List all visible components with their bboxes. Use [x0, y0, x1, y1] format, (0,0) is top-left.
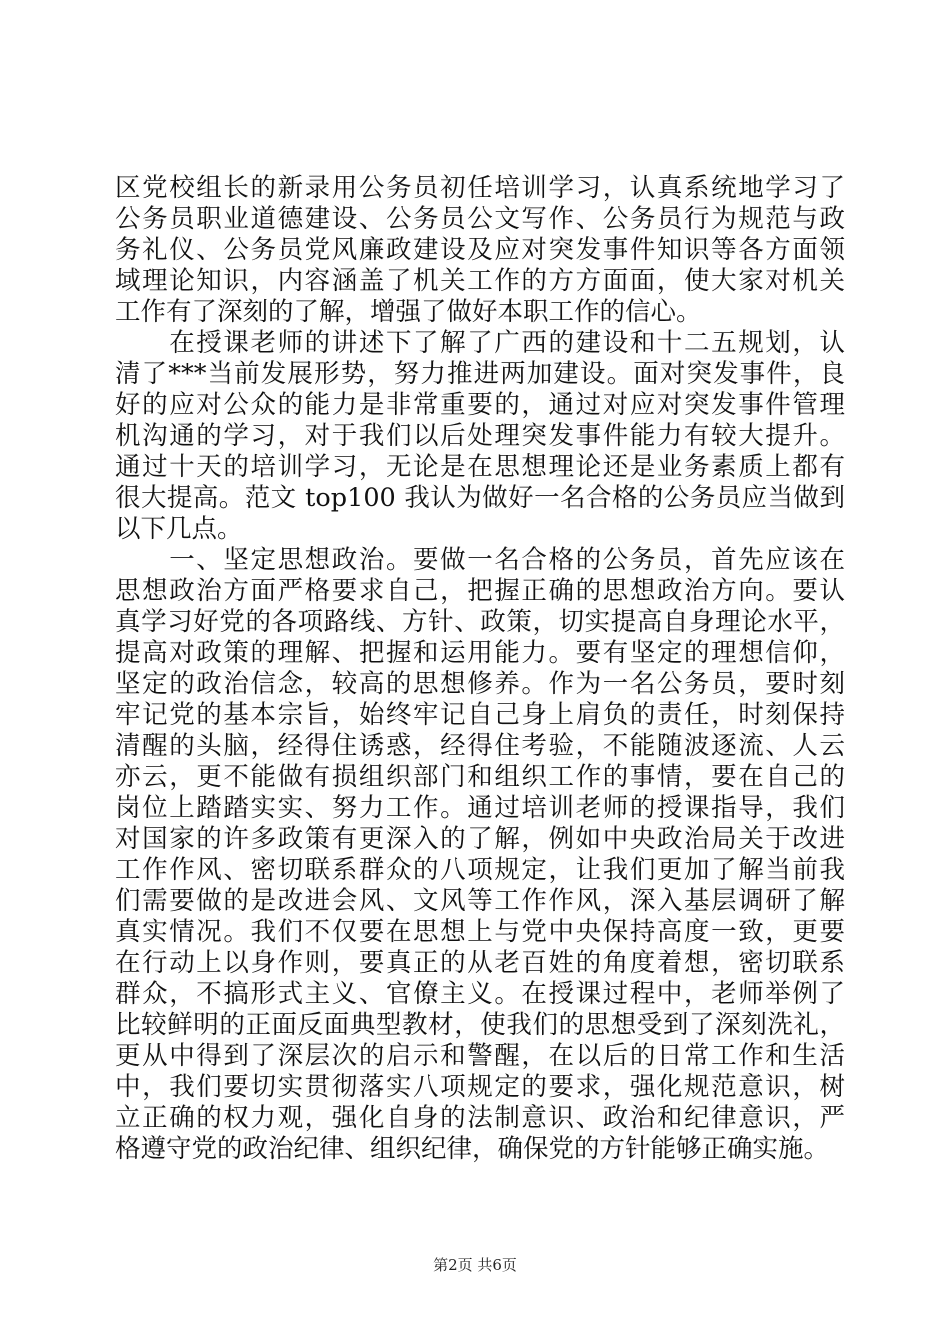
text-line: 清醒的头脑，经得住诱惑，经得住考验，不能随波逐流、人云 — [115, 731, 845, 761]
text-line: 提高对政策的理解、把握和运用能力。要有坚定的理想信仰， — [115, 638, 845, 668]
text-line: 真实情况。我们不仅要在思想上与党中央保持高度一致，更要 — [115, 917, 845, 947]
text-line: 思想政治方面严格要求自己，把握正确的思想政治方向。要认 — [115, 576, 845, 606]
text-line: 对国家的许多政策有更深入的了解，例如中央政治局关于改进 — [115, 824, 845, 854]
text-line: 以下几点。 — [115, 514, 243, 544]
text-line: 立正确的权力观，强化自身的法制意识、政治和纪律意识，严 — [115, 1103, 845, 1133]
text-line: 真学习好党的各项路线、方针、政策，切实提高自身理论水平， — [115, 607, 845, 637]
text-line: 牢记党的基本宗旨，始终牢记自己身上肩负的责任，时刻保持 — [115, 700, 845, 730]
text-line: 域理论知识，内容涵盖了机关工作的方方面面，使大家对机关 — [115, 266, 845, 296]
text-line: 区党校组长的新录用公务员初任培训学习，认真系统地学习了 — [115, 173, 845, 203]
text-line: 好的应对公众的能力是非常重要的，通过对应对突发事件管理 — [115, 390, 845, 420]
text-line: 更从中得到了深层次的启示和警醒，在以后的日常工作和生活 — [115, 1041, 845, 1071]
text-line: 清了***当前发展形势，努力推进两加建设。面对突发事件，良 — [115, 359, 845, 389]
text-line: 比较鲜明的正面反面典型教材，使我们的思想受到了深刻洗礼， — [115, 1010, 845, 1040]
document-body — [115, 173, 845, 1165]
text-line: 们需要做的是改进会风、文风等工作作风，深入基层调研了解 — [115, 886, 845, 916]
page-footer: 第2页 共6页 — [433, 1256, 517, 1274]
text-line: 亦云，更不能做有损组织部门和组织工作的事情，要在自己的 — [115, 762, 845, 792]
text-line: 格遵守党的政治纪律、组织纪律，确保党的方针能够正确实施。 — [115, 1134, 830, 1164]
text-line: 一、坚定思想政治。要做一名合格的公务员，首先应该在 — [115, 545, 845, 575]
text-line: 在授课老师的讲述下了解了广西的建设和十二五规划，认 — [115, 328, 845, 358]
text-line: 工作有了深刻的了解，增强了做好本职工作的信心。 — [115, 297, 702, 327]
text-line: 公务员职业道德建设、公务员公文写作、公务员行为规范与政 — [115, 204, 845, 234]
text-line: 很大提高。范文 top100 我认为做好一名合格的公务员应当做到 — [115, 483, 845, 513]
text-line: 坚定的政治信念，较高的思想修养。作为一名公务员，要时刻 — [115, 669, 845, 699]
text-line: 通过十天的培训学习，无论是在思想理论还是业务素质上都有 — [115, 452, 845, 482]
text-line: 机沟通的学习，对于我们以后处理突发事件能力有较大提升。 — [115, 421, 845, 451]
text-line: 工作作风、密切联系群众的八项规定，让我们更加了解当前我 — [115, 855, 845, 885]
text-line: 务礼仪、公务员党风廉政建设及应对突发事件知识等各方面领 — [115, 235, 845, 265]
text-line: 中，我们要切实贯彻落实八项规定的要求，强化规范意识，树 — [115, 1072, 845, 1102]
text-line: 岗位上踏踏实实、努力工作。通过培训老师的授课指导，我们 — [115, 793, 845, 823]
text-line: 群众，不搞形式主义、官僚主义。在授课过程中，老师举例了 — [115, 979, 845, 1009]
text-line: 在行动上以身作则，要真正的从老百姓的角度着想，密切联系 — [115, 948, 845, 978]
